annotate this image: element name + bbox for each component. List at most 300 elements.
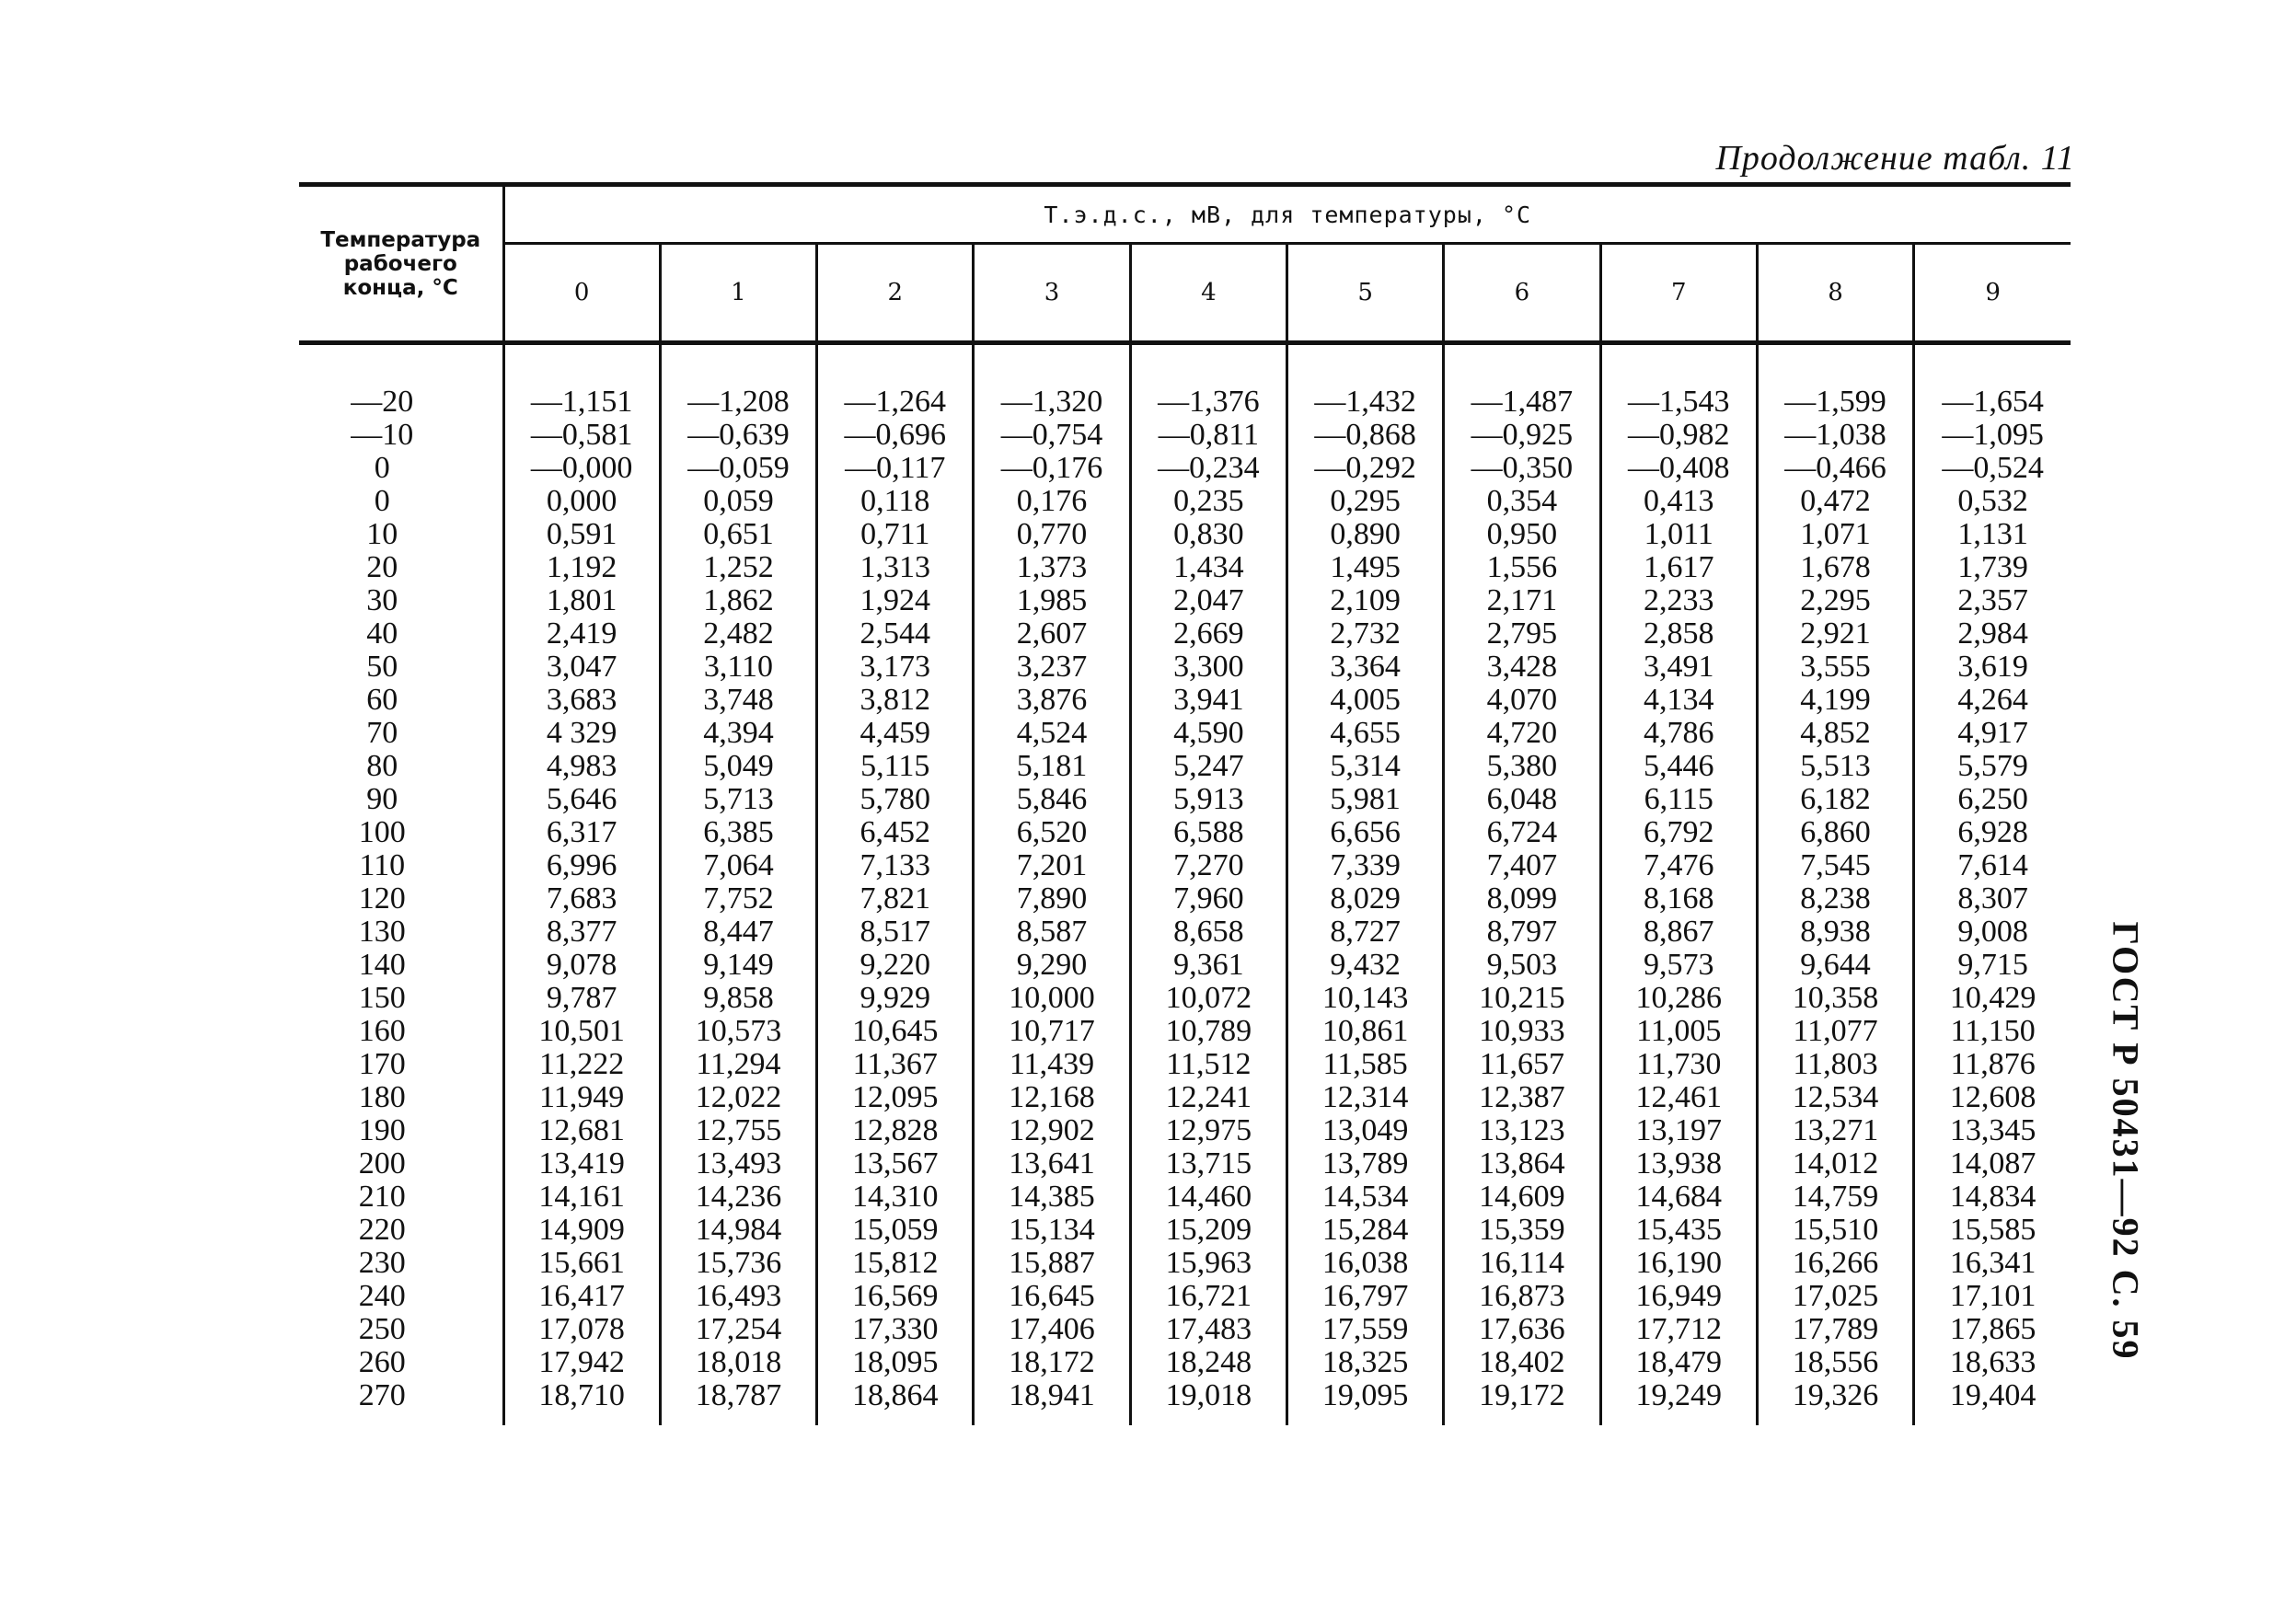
emf-value-cell: 18,172	[974, 1346, 1130, 1379]
emf-value-cell: 9,361	[1130, 949, 1286, 982]
spacer-cell	[1600, 1412, 1757, 1425]
spacer-cell	[1444, 343, 1600, 386]
thermo-emf-table	[299, 182, 2071, 1425]
column-header: 6	[1444, 244, 1600, 343]
emf-value-cell: —0,350	[1444, 452, 1600, 485]
emf-value-cell: 2,732	[1286, 617, 1443, 651]
emf-value-cell: 0,830	[1130, 518, 1286, 551]
table-row	[299, 982, 2071, 1015]
emf-value-cell: 17,712	[1600, 1313, 1757, 1346]
emf-value-cell: 17,483	[1130, 1313, 1286, 1346]
column-header: 5	[1286, 244, 1443, 343]
emf-value-cell: 16,949	[1600, 1280, 1757, 1313]
table-row	[299, 684, 2071, 717]
column-header: 7	[1600, 244, 1757, 343]
emf-value-cell: 2,921	[1757, 617, 1913, 651]
spacer-cell	[1757, 343, 1913, 386]
temperature-cell: 180	[299, 1081, 503, 1114]
emf-value-cell: 10,645	[817, 1015, 974, 1048]
emf-value-cell: 7,064	[660, 849, 816, 882]
emf-value-cell: 1,011	[1600, 518, 1757, 551]
emf-value-cell: 8,029	[1286, 882, 1443, 916]
emf-value-cell: 1,434	[1130, 551, 1286, 584]
table-body	[299, 343, 2071, 1426]
emf-value-cell: 17,789	[1757, 1313, 1913, 1346]
table-row	[299, 717, 2071, 750]
emf-value-cell: 4,459	[817, 717, 974, 750]
temperature-cell: 210	[299, 1181, 503, 1214]
table-row	[299, 419, 2071, 452]
emf-value-cell: 5,780	[817, 783, 974, 816]
emf-value-cell: 14,984	[660, 1214, 816, 1247]
emf-value-cell: 16,721	[1130, 1280, 1286, 1313]
temperature-cell: 50	[299, 651, 503, 684]
temperature-cell: 160	[299, 1015, 503, 1048]
emf-value-cell: 10,429	[1914, 982, 2071, 1015]
emf-value-cell: —0,466	[1757, 452, 1913, 485]
table-row	[299, 1280, 2071, 1313]
table-row	[299, 617, 2071, 651]
spacer-cell	[299, 343, 503, 386]
emf-value-cell: 11,367	[817, 1048, 974, 1081]
emf-value-cell: 15,585	[1914, 1214, 2071, 1247]
table-row	[299, 882, 2071, 916]
emf-value-cell: 19,172	[1444, 1379, 1600, 1412]
column-header: 9	[1914, 244, 2071, 343]
temperature-cell: 0	[299, 485, 503, 518]
emf-value-cell: 12,681	[538, 1113, 625, 1147]
emf-value-cell: 11,730	[1600, 1048, 1757, 1081]
emf-value-cell: 13,049	[1286, 1114, 1443, 1147]
table-row	[299, 386, 2071, 419]
temperature-cell: 100	[299, 816, 503, 849]
emf-value-cell: 3,428	[1444, 651, 1600, 684]
spacer-cell	[1757, 1412, 1913, 1425]
emf-value-cell: 10,215	[1444, 982, 1600, 1015]
emf-value-cell: —0,117	[817, 452, 974, 485]
emf-value-cell: 18,556	[1757, 1346, 1913, 1379]
emf-value-cell: 13,123	[1444, 1114, 1600, 1147]
emf-value-cell: 6,724	[1444, 816, 1600, 849]
emf-value-cell: 7,339	[1286, 849, 1443, 882]
temperature-cell: 240	[299, 1280, 503, 1313]
emf-value-cell: 0,770	[974, 518, 1130, 551]
emf-value-cell: 16,341	[1914, 1247, 2071, 1280]
emf-value-cell: 3,047	[546, 650, 617, 684]
column-header-row	[299, 244, 2071, 343]
emf-value-cell: —1,264	[817, 386, 974, 419]
emf-value-cell: 17,406	[974, 1313, 1130, 1346]
emf-value-cell: 4,524	[974, 717, 1130, 750]
emf-value-cell: 5,513	[1757, 750, 1913, 783]
emf-value-cell: —0,292	[1286, 452, 1443, 485]
emf-value-cell: —1,038	[1757, 419, 1913, 452]
emf-value-cell: 4,199	[1757, 684, 1913, 717]
table-row	[299, 551, 2071, 584]
emf-value-cell: 6,520	[974, 816, 1130, 849]
table-row	[299, 1081, 2071, 1114]
emf-value-cell: 7,960	[1130, 882, 1286, 916]
emf-value-cell: 12,022	[660, 1081, 816, 1114]
table-row	[299, 949, 2071, 982]
emf-value-cell: —1,543	[1600, 386, 1757, 419]
emf-value-cell: 5,380	[1444, 750, 1600, 783]
temperature-cell: 190	[299, 1114, 503, 1147]
emf-value-cell: 1,373	[974, 551, 1130, 584]
temperature-cell: 150	[299, 982, 503, 1015]
emf-value-cell: 16,797	[1286, 1280, 1443, 1313]
emf-value-cell: 12,975	[1130, 1114, 1286, 1147]
emf-value-cell: 2,233	[1600, 584, 1757, 617]
emf-value-cell: 5,247	[1130, 750, 1286, 783]
table-row	[299, 584, 2071, 617]
emf-value-cell: 1,617	[1600, 551, 1757, 584]
emf-value-cell: 1,313	[817, 551, 974, 584]
column-header: 0	[503, 244, 660, 343]
emf-value-cell: 0,950	[1444, 518, 1600, 551]
emf-value-cell: 6,996	[546, 848, 617, 882]
spacer-cell	[1130, 343, 1286, 386]
emf-value-cell: 6,115	[1600, 783, 1757, 816]
emf-value-cell: 15,812	[817, 1247, 974, 1280]
emf-value-cell: 5,115	[817, 750, 974, 783]
emf-value-cell: 13,197	[1600, 1114, 1757, 1147]
emf-value-cell: 0,413	[1600, 485, 1757, 518]
emf-value-cell: 2,984	[1914, 617, 2071, 651]
table-row	[299, 485, 2071, 518]
temperature-cell: 30	[299, 584, 503, 617]
emf-value-cell: 4,720	[1444, 717, 1600, 750]
spacer-cell	[974, 1412, 1130, 1425]
emf-value-cell: —0,000	[530, 451, 633, 485]
emf-value-cell: 9,503	[1444, 949, 1600, 982]
emf-value-cell: 14,609	[1444, 1181, 1600, 1214]
emf-value-cell: 10,143	[1286, 982, 1443, 1015]
emf-value-cell: 6,385	[660, 816, 816, 849]
table-row	[299, 1313, 2071, 1346]
emf-value-cell: 7,407	[1444, 849, 1600, 882]
emf-value-cell: 5,646	[546, 782, 617, 816]
temperature-cell: 110	[299, 849, 503, 882]
emf-value-cell: 17,865	[1914, 1313, 2071, 1346]
emf-value-cell: 1,924	[817, 584, 974, 617]
emf-value-cell: 9,008	[1914, 916, 2071, 949]
emf-value-cell: 3,683	[546, 683, 617, 717]
emf-value-cell: 11,949	[539, 1080, 625, 1114]
emf-value-cell: 8,587	[974, 916, 1130, 949]
emf-value-cell: 12,168	[974, 1081, 1130, 1114]
emf-value-cell: 7,476	[1600, 849, 1757, 882]
emf-value-cell: 16,645	[974, 1280, 1130, 1313]
spacer-cell	[660, 343, 816, 386]
emf-value-cell: 2,669	[1130, 617, 1286, 651]
temperature-cell: 40	[299, 617, 503, 651]
temperature-cell: 0	[299, 452, 503, 485]
emf-value-cell: 3,300	[1130, 651, 1286, 684]
emf-value-cell: 9,644	[1757, 949, 1913, 982]
table-row	[299, 849, 2071, 882]
emf-value-cell: 19,018	[1130, 1379, 1286, 1412]
emf-value-cell: 16,114	[1444, 1247, 1600, 1280]
standard-page-label: ГОСТ Р 50431—92 С. 59	[2105, 921, 2147, 1361]
emf-value-cell: 18,479	[1600, 1346, 1757, 1379]
emf-value-cell: 5,181	[974, 750, 1130, 783]
emf-value-cell: 5,049	[660, 750, 816, 783]
emf-value-cell: 3,941	[1130, 684, 1286, 717]
emf-value-cell: 1,192	[546, 550, 617, 584]
emf-value-cell: 15,661	[538, 1246, 625, 1280]
emf-value-cell: 6,250	[1914, 783, 2071, 816]
emf-value-cell: 17,025	[1757, 1280, 1913, 1313]
emf-value-cell: 17,101	[1914, 1280, 2071, 1313]
emf-value-cell: —1,151	[530, 385, 633, 419]
emf-value-cell: 7,270	[1130, 849, 1286, 882]
emf-value-cell: 7,821	[817, 882, 974, 916]
emf-value-cell: 5,846	[974, 783, 1130, 816]
emf-value-cell: —0,581	[530, 418, 633, 452]
emf-value-cell: —0,524	[1914, 452, 2071, 485]
emf-value-cell: 10,072	[1130, 982, 1286, 1015]
thermo-emf-table-container	[299, 182, 2071, 1425]
emf-value-cell: 8,727	[1286, 916, 1443, 949]
emf-value-cell: 18,325	[1286, 1346, 1443, 1379]
emf-value-cell: 8,938	[1757, 916, 1913, 949]
emf-value-cell: 1,985	[974, 584, 1130, 617]
table-header	[299, 185, 2071, 343]
emf-value-cell: —0,059	[660, 452, 816, 485]
emf-value-cell: 18,095	[817, 1346, 974, 1379]
emf-value-cell: 10,789	[1130, 1015, 1286, 1048]
emf-value-cell: 8,377	[546, 915, 617, 949]
emf-value-cell: 7,133	[817, 849, 974, 882]
emf-value-cell: 5,446	[1600, 750, 1757, 783]
emf-value-cell: 4,852	[1757, 717, 1913, 750]
emf-value-cell: —1,432	[1286, 386, 1443, 419]
emf-value-cell: 4,070	[1444, 684, 1600, 717]
emf-value-cell: 18,941	[974, 1379, 1130, 1412]
emf-value-cell: 6,860	[1757, 816, 1913, 849]
emf-value-cell: 13,493	[660, 1147, 816, 1181]
emf-value-cell: 14,534	[1286, 1181, 1443, 1214]
emf-value-cell: 15,736	[660, 1247, 816, 1280]
emf-value-cell: 13,789	[1286, 1147, 1443, 1181]
emf-value-cell: 10,358	[1757, 982, 1913, 1015]
emf-value-cell: 0,118	[817, 485, 974, 518]
emf-value-cell: 1,131	[1914, 518, 2071, 551]
emf-value-cell: 8,168	[1600, 882, 1757, 916]
table-row	[299, 1247, 2071, 1280]
emf-value-cell: 11,803	[1757, 1048, 1913, 1081]
emf-value-cell: 9,432	[1286, 949, 1443, 982]
emf-value-cell: 6,317	[546, 815, 617, 849]
emf-value-cell: 10,861	[1286, 1015, 1443, 1048]
emf-value-cell: —1,320	[974, 386, 1130, 419]
emf-value-cell: 9,290	[974, 949, 1130, 982]
table-row	[299, 1147, 2071, 1181]
emf-value-cell: 0,890	[1286, 518, 1443, 551]
emf-value-cell: 16,569	[817, 1280, 974, 1313]
emf-value-cell: 10,501	[538, 1014, 625, 1048]
spacer-cell	[817, 1412, 974, 1425]
emf-value-cell: 2,109	[1286, 584, 1443, 617]
emf-value-cell: 8,658	[1130, 916, 1286, 949]
spacer-cell	[1286, 1412, 1443, 1425]
table-continuation-caption: Продолжение табл. 11	[1715, 139, 2075, 178]
emf-value-cell: 14,087	[1914, 1147, 2071, 1181]
emf-value-cell: 4,264	[1914, 684, 2071, 717]
temperature-cell: 170	[299, 1048, 503, 1081]
emf-value-cell: —0,176	[974, 452, 1130, 485]
emf-value-cell: 4,983	[546, 749, 617, 783]
emf-value-cell: 19,326	[1757, 1379, 1913, 1412]
emf-value-cell: 3,812	[817, 684, 974, 717]
emf-value-cell: 16,266	[1757, 1247, 1913, 1280]
emf-value-cell: 18,864	[817, 1379, 974, 1412]
emf-value-cell: 16,873	[1444, 1280, 1600, 1313]
emf-value-cell: 13,715	[1130, 1147, 1286, 1181]
emf-value-cell: —0,696	[817, 419, 974, 452]
emf-value-cell: 14,460	[1130, 1181, 1286, 1214]
emf-value-cell: 19,095	[1286, 1379, 1443, 1412]
emf-value-cell: 13,864	[1444, 1147, 1600, 1181]
emf-value-cell: 8,447	[660, 916, 816, 949]
emf-value-cell: 12,387	[1444, 1081, 1600, 1114]
emf-value-cell: 15,284	[1286, 1214, 1443, 1247]
table-row	[299, 816, 2071, 849]
column-header: 2	[817, 244, 974, 343]
emf-value-cell: 16,493	[660, 1280, 816, 1313]
emf-value-cell: 9,929	[817, 982, 974, 1015]
emf-value-cell: 2,357	[1914, 584, 2071, 617]
spacer-cell	[974, 343, 1130, 386]
emf-value-cell: 7,683	[546, 881, 617, 916]
emf-value-cell: 18,787	[660, 1379, 816, 1412]
emf-value-cell: 5,981	[1286, 783, 1443, 816]
table-row	[299, 783, 2071, 816]
emf-value-cell: 6,656	[1286, 816, 1443, 849]
column-header: 8	[1757, 244, 1913, 343]
emf-value-cell: 13,938	[1600, 1147, 1757, 1181]
emf-value-cell: 7,890	[974, 882, 1130, 916]
emf-value-cell: 2,295	[1757, 584, 1913, 617]
emf-value-cell: 15,209	[1130, 1214, 1286, 1247]
emf-value-cell: 11,585	[1286, 1048, 1443, 1081]
emf-value-cell: 2,047	[1130, 584, 1286, 617]
emf-value-cell: —0,925	[1444, 419, 1600, 452]
emf-value-cell: 7,614	[1914, 849, 2071, 882]
emf-value-cell: 9,715	[1914, 949, 2071, 982]
emf-value-cell: 2,171	[1444, 584, 1600, 617]
emf-value-cell: 6,928	[1914, 816, 2071, 849]
temperature-cell: 20	[299, 551, 503, 584]
emf-value-cell: 1,801	[546, 583, 617, 617]
emf-value-cell: 13,419	[538, 1146, 625, 1181]
temperature-cell: —20	[299, 386, 503, 419]
emf-value-cell: 0,235	[1130, 485, 1286, 518]
table-row	[299, 1181, 2071, 1214]
emf-value-cell: 10,933	[1444, 1015, 1600, 1048]
temperature-cell: 270	[299, 1379, 503, 1412]
emf-value-cell: 0,591	[546, 517, 617, 551]
emf-value-cell: —1,376	[1130, 386, 1286, 419]
emf-value-cell: 9,220	[817, 949, 974, 982]
temperature-cell: 200	[299, 1147, 503, 1181]
table-row	[299, 452, 2071, 485]
emf-value-cell: 2,607	[974, 617, 1130, 651]
emf-value-cell: —0,639	[660, 419, 816, 452]
emf-value-cell: 13,641	[974, 1147, 1130, 1181]
emf-value-cell: 14,161	[538, 1180, 625, 1214]
emf-value-cell: 1,071	[1757, 518, 1913, 551]
emf-value-cell: 14,236	[660, 1181, 816, 1214]
table-row	[299, 916, 2071, 949]
emf-value-cell: 3,491	[1600, 651, 1757, 684]
emf-value-cell: 0,000	[546, 484, 617, 518]
emf-value-cell: 4,590	[1130, 717, 1286, 750]
emf-value-cell: 15,435	[1600, 1214, 1757, 1247]
emf-value-cell: —0,408	[1600, 452, 1757, 485]
column-header: 4	[1130, 244, 1286, 343]
temperature-cell: —10	[299, 419, 503, 452]
emf-value-cell: 3,173	[817, 651, 974, 684]
emf-value-cell: —1,599	[1757, 386, 1913, 419]
emf-value-cell: 0,354	[1444, 485, 1600, 518]
table-row	[299, 1214, 2071, 1247]
emf-value-cell: 5,913	[1130, 783, 1286, 816]
emf-value-cell: 17,254	[660, 1313, 816, 1346]
emf-value-cell: 5,713	[660, 783, 816, 816]
emf-value-cell: 10,000	[974, 982, 1130, 1015]
emf-value-cell: 11,439	[974, 1048, 1130, 1081]
emf-value-cell: 11,876	[1914, 1048, 2071, 1081]
table-row	[299, 1346, 2071, 1379]
emf-value-cell: 4,134	[1600, 684, 1757, 717]
emf-value-cell: 14,759	[1757, 1181, 1913, 1214]
emf-value-cell: 7,201	[974, 849, 1130, 882]
emf-value-cell: 14,012	[1757, 1147, 1913, 1181]
emf-value-cell: 4,394	[660, 717, 816, 750]
table-row	[299, 651, 2071, 684]
emf-value-cell: 15,059	[817, 1214, 974, 1247]
emf-value-cell: 17,942	[538, 1345, 625, 1379]
emf-value-cell: 17,330	[817, 1313, 974, 1346]
emf-value-cell: 8,238	[1757, 882, 1913, 916]
temperature-cell: 250	[299, 1313, 503, 1346]
spacer-cell	[1286, 343, 1443, 386]
emf-value-cell: 12,095	[817, 1081, 974, 1114]
emf-value-cell: —1,208	[660, 386, 816, 419]
emf-value-cell: 18,402	[1444, 1346, 1600, 1379]
temperature-cell: 230	[299, 1247, 503, 1280]
emf-value-cell: 12,608	[1914, 1081, 2071, 1114]
emf-value-cell: 0,295	[1286, 485, 1443, 518]
emf-value-cell: 15,359	[1444, 1214, 1600, 1247]
spacer-row	[299, 343, 2071, 386]
emf-value-cell: 2,795	[1444, 617, 1600, 651]
spacer-cell	[1130, 1412, 1286, 1425]
emf-value-cell: 11,077	[1757, 1015, 1913, 1048]
emf-value-cell: 1,495	[1286, 551, 1443, 584]
emf-value-cell: 16,038	[1286, 1247, 1443, 1280]
emf-value-cell: 6,048	[1444, 783, 1600, 816]
emf-value-cell: 0,651	[660, 518, 816, 551]
emf-value-cell: 18,710	[538, 1378, 625, 1412]
table-row	[299, 1048, 2071, 1081]
emf-value-cell: 6,588	[1130, 816, 1286, 849]
emf-value-cell: —1,487	[1444, 386, 1600, 419]
spacer-cell	[1600, 343, 1757, 386]
emf-value-cell: 10,286	[1600, 982, 1757, 1015]
